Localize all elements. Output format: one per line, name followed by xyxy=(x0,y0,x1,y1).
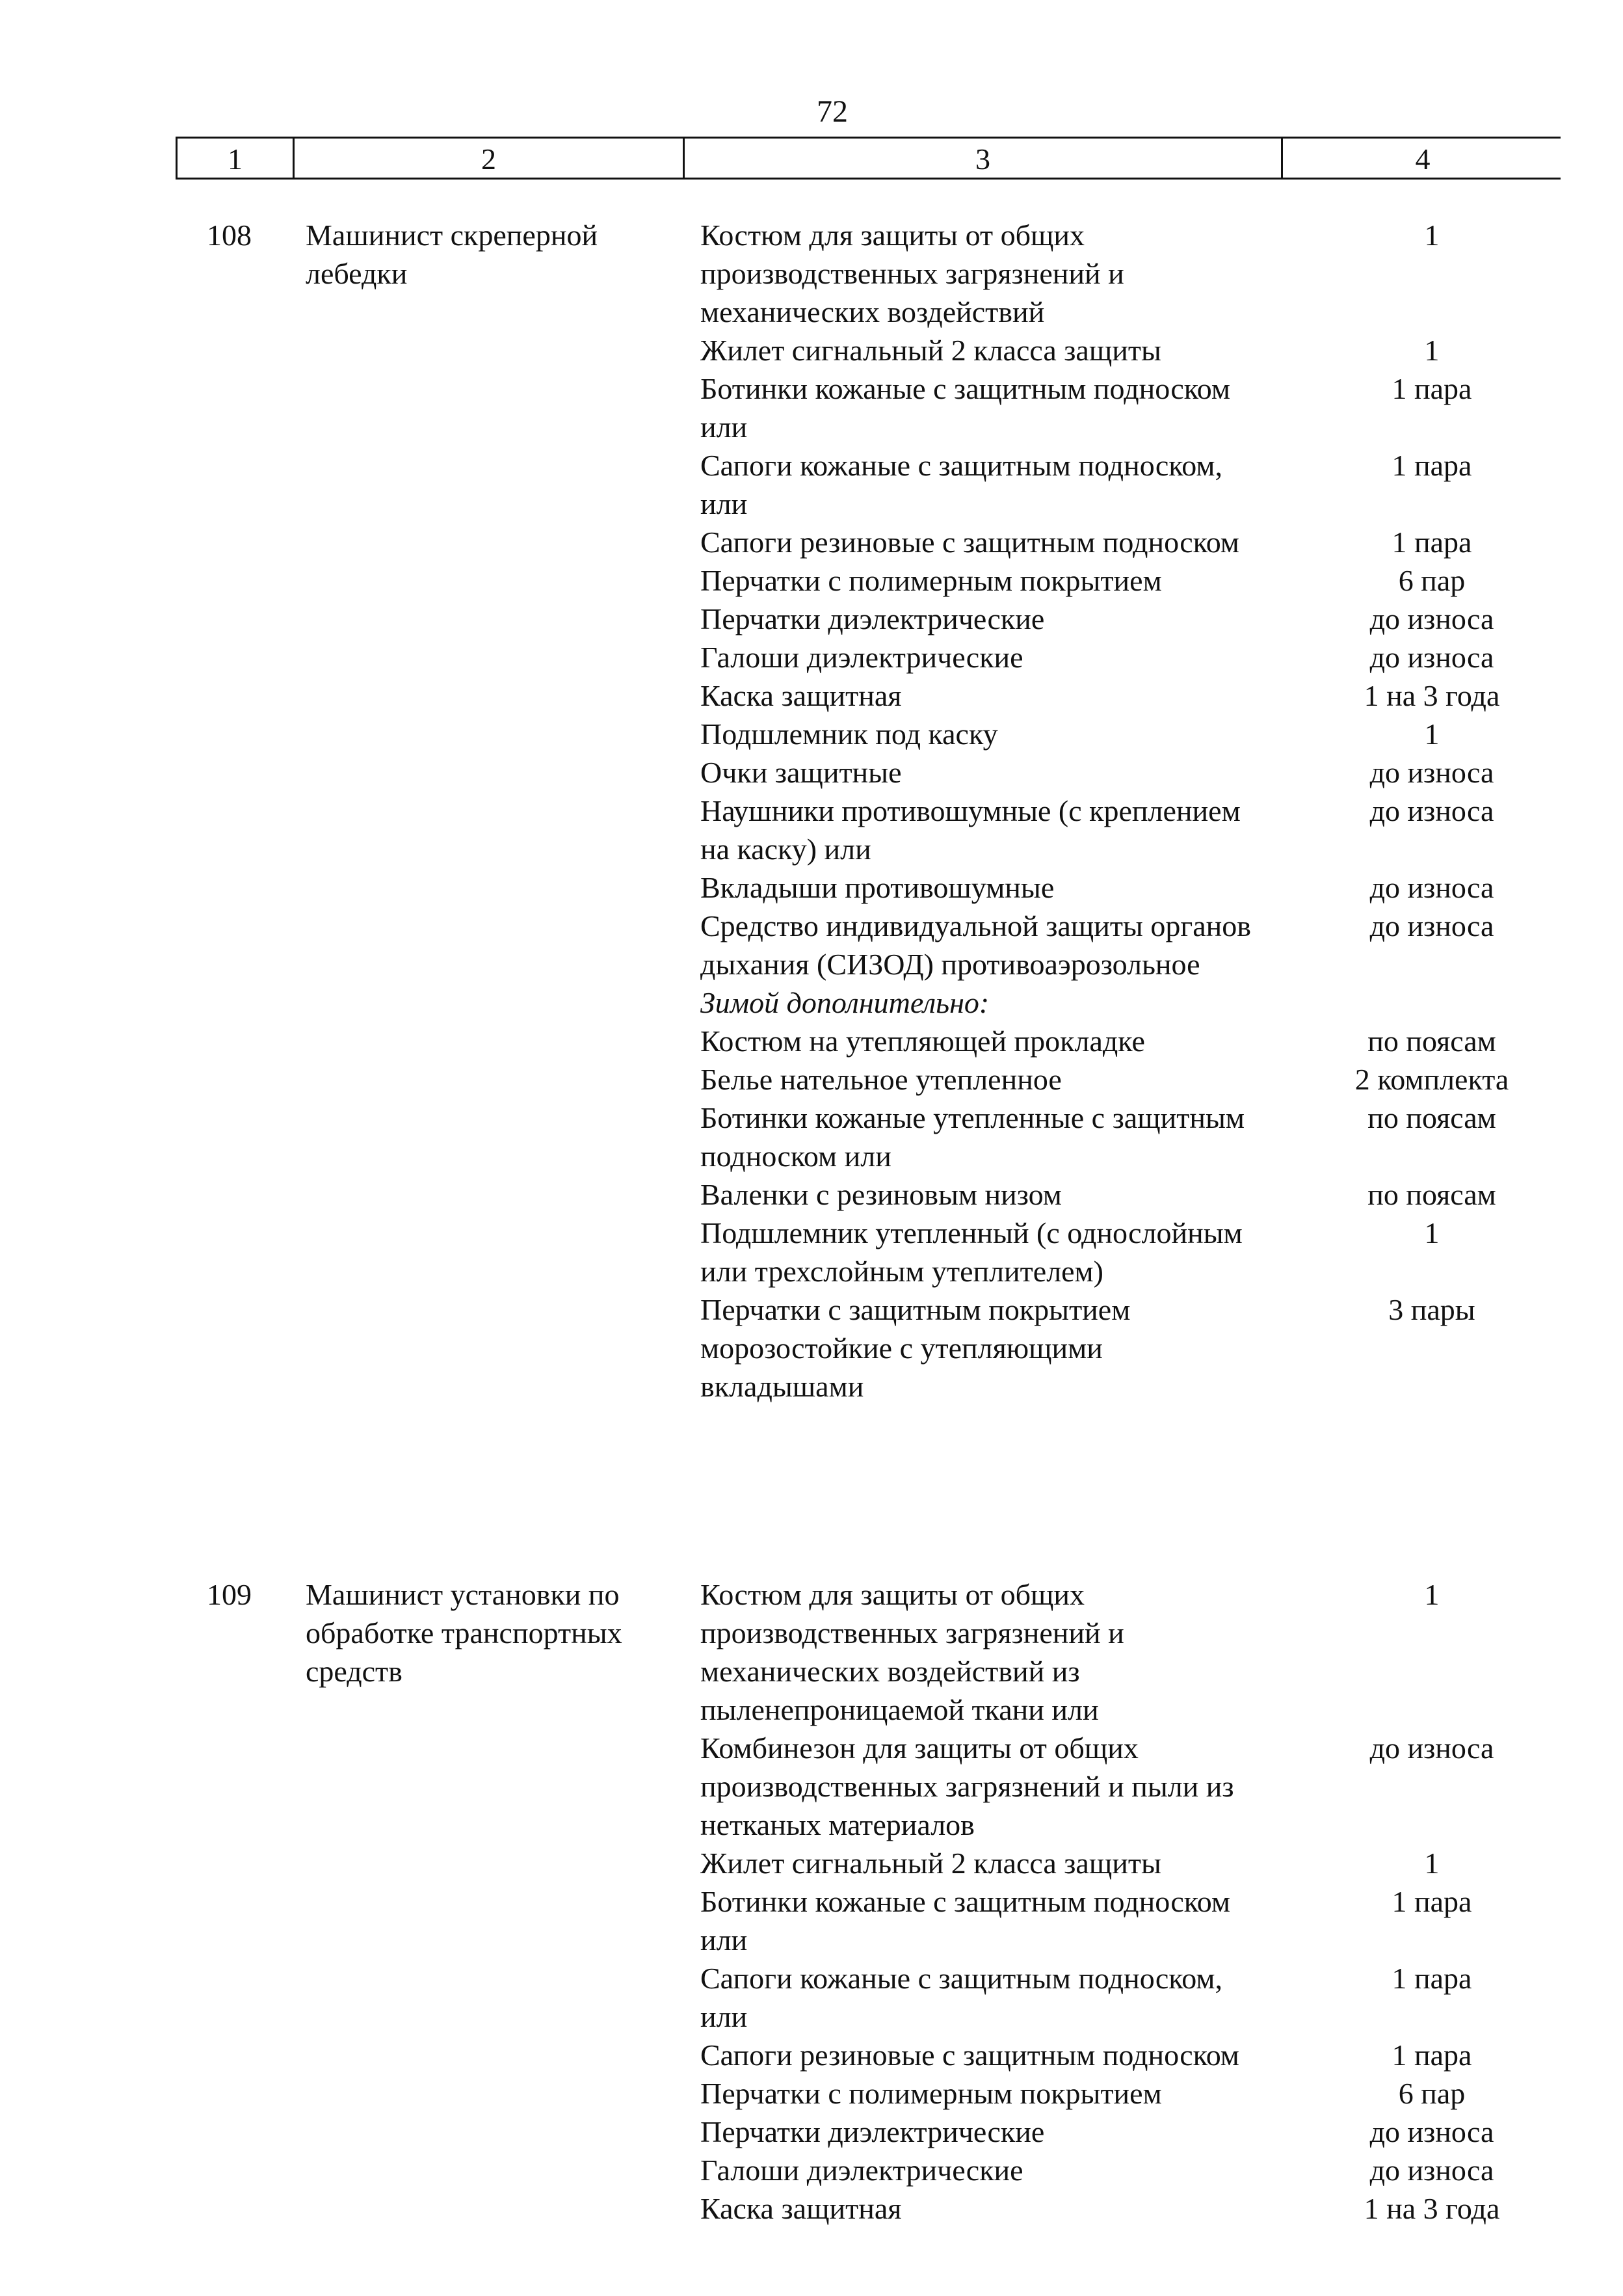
ppe-item-qty: 1 xyxy=(1424,1216,1440,1249)
ppe-item-qty: до износа xyxy=(1369,756,1494,789)
ppe-item-qty: по поясам xyxy=(1367,1178,1496,1211)
ppe-item-qty: 1 xyxy=(1424,717,1440,751)
ppe-item xyxy=(700,868,1565,907)
ppe-item-name: Галоши диэлектрические xyxy=(700,641,1023,674)
ppe-item-qty: 3 пары xyxy=(1388,1293,1475,1326)
ppe-item-qty: до износа xyxy=(1369,641,1494,674)
ppe-item-qty: 1 xyxy=(1424,1578,1440,1611)
table-header xyxy=(176,137,1561,180)
ppe-item xyxy=(700,2189,1565,2228)
ppe-item-qty: 2 комплекта xyxy=(1354,1063,1509,1096)
ppe-item xyxy=(700,2113,1565,2151)
ppe-item xyxy=(700,331,1565,369)
ppe-item xyxy=(700,369,1565,446)
ppe-item-qty: 6 пар xyxy=(1398,2077,1466,2110)
ppe-item-qty: по поясам xyxy=(1367,1101,1496,1134)
ppe-item-qty: до износа xyxy=(1369,794,1494,827)
ppe-item-name: Сапоги кожаные с защитным подноском, или xyxy=(700,1962,1223,2033)
ppe-item-name: Перчатки с защитным покрытием морозостойкие с утепляющими вкладышами xyxy=(700,1293,1131,1403)
ppe-item xyxy=(700,523,1565,561)
ppe-item-name: Подшлемник утепленный (с однослойным или трехслойным утеплителем) xyxy=(700,1216,1243,1288)
ppe-item-qty: 1 xyxy=(1424,219,1440,252)
ppe-item-qty: 1 пара xyxy=(1392,1962,1472,1995)
ppe-item-name: Костюм на утепляющей прокладке xyxy=(700,1024,1145,1058)
ppe-item-name: Сапоги кожаные с защитным подноском, или xyxy=(700,449,1223,520)
ppe-item xyxy=(700,600,1565,638)
header-col-4: 4 xyxy=(1415,142,1431,176)
header-col-2: 2 xyxy=(295,139,685,178)
ppe-item xyxy=(700,2151,1565,2189)
ppe-item-qty: до износа xyxy=(1369,1731,1494,1765)
ppe-item-qty: до износа xyxy=(1369,602,1494,635)
ppe-item-qty: 1 xyxy=(1424,334,1440,367)
ppe-item xyxy=(700,1575,1565,1729)
ppe-item-name: Костюм для защиты от общих производственных загрязнений и механических воздействий из пыленепроницаемой ткани или xyxy=(700,1578,1124,1726)
ppe-item-qty: 1 на 3 года xyxy=(1364,2192,1500,2225)
ppe-item-name: Перчатки с полимерным покрытием xyxy=(700,564,1162,597)
ppe-item-qty: 1 пара xyxy=(1392,372,1472,405)
ppe-item-name: Каска защитная xyxy=(700,2192,902,2225)
ppe-item-name: Комбинезон для защиты от общих производственных загрязнений и пыли из нетканых материалов xyxy=(700,1731,1234,1841)
ppe-item-name: Костюм для защиты от общих производственных загрязнений и механических воздействий xyxy=(700,219,1124,328)
entry-number: 109 xyxy=(207,1578,252,1611)
ppe-item xyxy=(700,792,1565,868)
ppe-item-name: Перчатки с полимерным покрытием xyxy=(700,2077,1162,2110)
winter-heading-row xyxy=(700,983,1565,1022)
entry-profession: Машинист установки по обработке транспортных средств xyxy=(306,1578,622,1688)
ppe-list xyxy=(700,1575,1565,2228)
ppe-item-qty: 1 пара xyxy=(1392,449,1472,482)
ppe-item xyxy=(700,2036,1565,2074)
ppe-list xyxy=(700,216,1565,1406)
ppe-item-name: Жилет сигнальный 2 класса защиты xyxy=(700,1847,1161,1880)
ppe-item xyxy=(700,216,1565,331)
ppe-item-qty: до износа xyxy=(1369,2154,1494,2187)
winter-heading: Зимой дополнительно: xyxy=(700,986,990,1019)
header-col-1: 1 xyxy=(178,139,295,178)
ppe-item-qty: до износа xyxy=(1369,909,1494,942)
ppe-item xyxy=(700,1022,1565,1060)
ppe-item xyxy=(700,1290,1565,1406)
ppe-item-qty: 1 xyxy=(1424,1847,1440,1880)
ppe-item xyxy=(700,1214,1565,1290)
ppe-item-name: Белье нательное утепленное xyxy=(700,1063,1062,1096)
ppe-item-name: Очки защитные xyxy=(700,756,902,789)
ppe-item xyxy=(700,1060,1565,1099)
ppe-item-name: Ботинки кожаные с защитным подноском или xyxy=(700,1885,1231,1956)
ppe-item-name: Каска защитная xyxy=(700,679,902,712)
ppe-item xyxy=(700,1959,1565,2036)
ppe-item xyxy=(700,1882,1565,1959)
ppe-item-name: Ботинки кожаные утепленные с защитным подноском или xyxy=(700,1101,1245,1173)
entry-profession: Машинист скреперной лебедки xyxy=(306,219,598,290)
ppe-item-qty: 1 пара xyxy=(1392,526,1472,559)
ppe-item-name: Подшлемник под каску xyxy=(700,717,998,751)
ppe-item-qty: 1 пара xyxy=(1392,1885,1472,1918)
ppe-item-name: Перчатки диэлектрические xyxy=(700,602,1045,635)
ppe-item-name: Валенки с резиновым низом xyxy=(700,1178,1062,1211)
ppe-item xyxy=(700,715,1565,753)
ppe-item xyxy=(700,907,1565,983)
ppe-item-qty: 6 пар xyxy=(1398,564,1466,597)
ppe-item-name: Жилет сигнальный 2 класса защиты xyxy=(700,334,1161,367)
ppe-item-name: Вкладыши противошумные xyxy=(700,871,1055,904)
ppe-item-name: Средство индивидуальной защиты органов дыхания (СИЗОД) противоаэрозольное xyxy=(700,909,1251,981)
ppe-item xyxy=(700,446,1565,523)
ppe-item-name: Перчатки диэлектрические xyxy=(700,2115,1045,2148)
entry-number: 108 xyxy=(207,219,252,252)
ppe-item xyxy=(700,753,1565,792)
header-col-3: 3 xyxy=(685,139,1283,178)
ppe-item-qty: до износа xyxy=(1369,2115,1494,2148)
ppe-item xyxy=(700,1175,1565,1214)
ppe-item-qty: по поясам xyxy=(1367,1024,1496,1058)
ppe-item xyxy=(700,638,1565,676)
ppe-item xyxy=(700,1729,1565,1844)
ppe-item-name: Сапоги резиновые с защитным подноском xyxy=(700,526,1239,559)
ppe-item xyxy=(700,561,1565,600)
ppe-item xyxy=(700,2074,1565,2113)
ppe-item-name: Сапоги резиновые с защитным подноском xyxy=(700,2038,1239,2072)
ppe-item xyxy=(700,1844,1565,1882)
ppe-item-qty: до износа xyxy=(1369,871,1494,904)
ppe-item-qty: 1 пара xyxy=(1392,2038,1472,2072)
ppe-item-name: Галоши диэлектрические xyxy=(700,2154,1023,2187)
ppe-item xyxy=(700,1099,1565,1175)
ppe-item-name: Ботинки кожаные с защитным подноском или xyxy=(700,372,1231,444)
ppe-item-qty: 1 на 3 года xyxy=(1364,679,1500,712)
page-number: 72 xyxy=(817,94,848,129)
ppe-item-name: Наушники противошумные (с креплением на каску) или xyxy=(700,794,1241,866)
ppe-item xyxy=(700,676,1565,715)
